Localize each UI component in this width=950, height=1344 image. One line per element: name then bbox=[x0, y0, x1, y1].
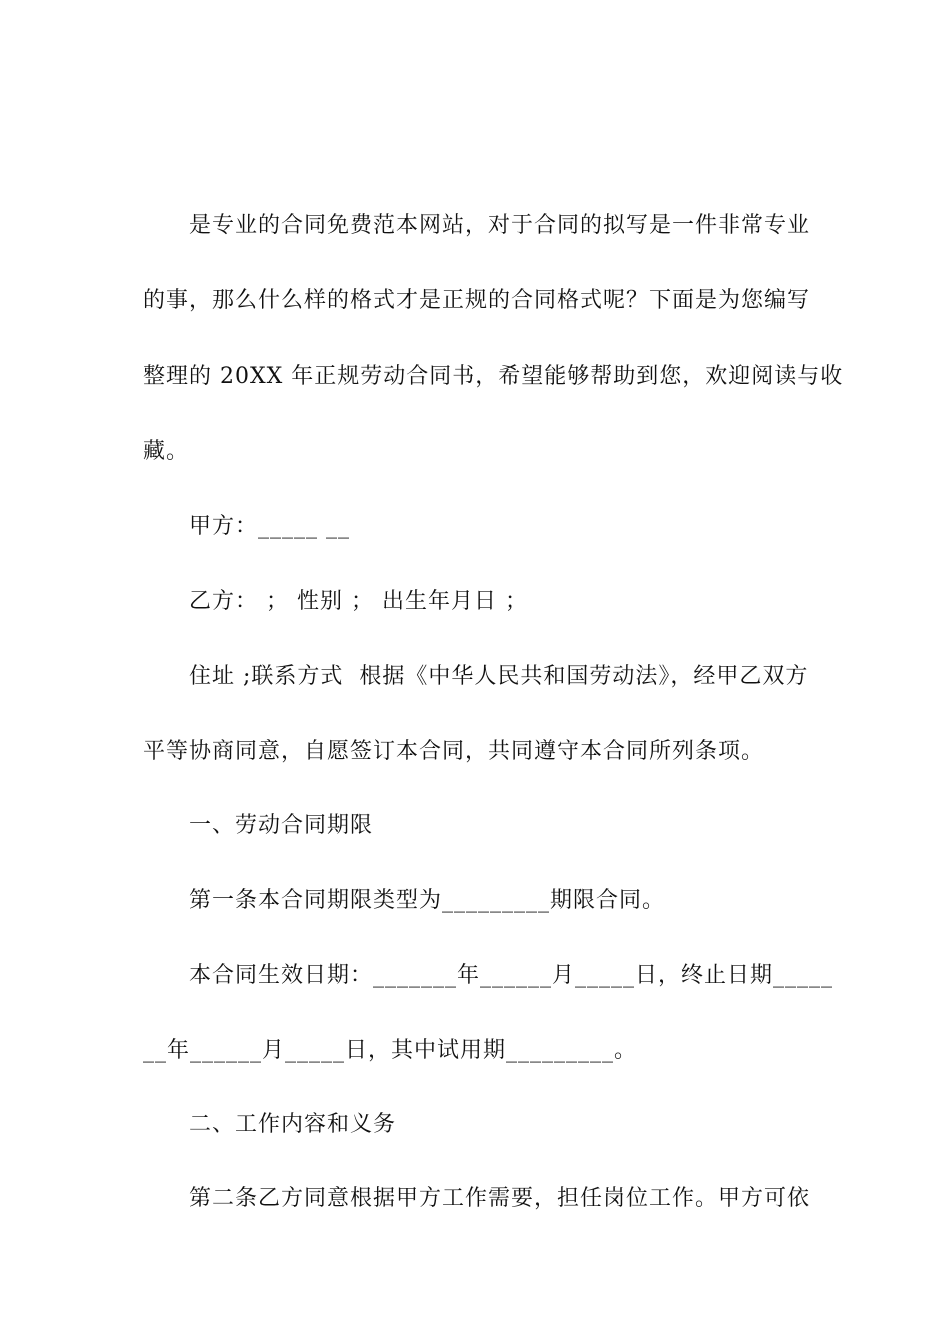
section-heading-work-content: 二、工作内容和义务 bbox=[189, 1112, 397, 1137]
effective-date-line-2: __年______月_____日，其中试用期_________。 bbox=[143, 1038, 638, 1063]
section-heading-contract-term: 一、劳动合同期限 bbox=[189, 813, 374, 838]
article-1-line: 第一条本合同期限类型为_________期限合同。 bbox=[189, 888, 666, 913]
intro-paragraph-line-4: 藏。 bbox=[143, 439, 190, 464]
intro-paragraph-line-2: 的事，那么什么样的格式才是正规的合同格式呢？下面是为您编写 bbox=[143, 288, 811, 313]
address-paragraph-line-2: 平等协商同意，自愿签订本合同，共同遵守本合同所列条项。 bbox=[143, 739, 765, 764]
address-paragraph-line-1: 住址 ;联系方式 根据《中华人民共和国劳动法》，经甲乙双方 bbox=[189, 664, 809, 689]
party-a-line: 甲方：_____ __ bbox=[189, 514, 350, 539]
intro-paragraph-line-3: 整理的 20XX 年正规劳动合同书，希望能够帮助到您，欢迎阅读与收 bbox=[143, 364, 844, 389]
party-b-line: 乙方： ； 性别 ； 出生年月日 ； bbox=[189, 589, 528, 614]
effective-date-line-1: 本合同生效日期：_______年______月_____日，终止日期_____ bbox=[189, 963, 834, 988]
intro-paragraph-line-1: 是专业的合同免费范本网站，对于合同的拟写是一件非常专业 bbox=[189, 213, 811, 238]
article-2-line: 第二条乙方同意根据甲方工作需要，担任岗位工作。甲方可依 bbox=[189, 1186, 811, 1211]
